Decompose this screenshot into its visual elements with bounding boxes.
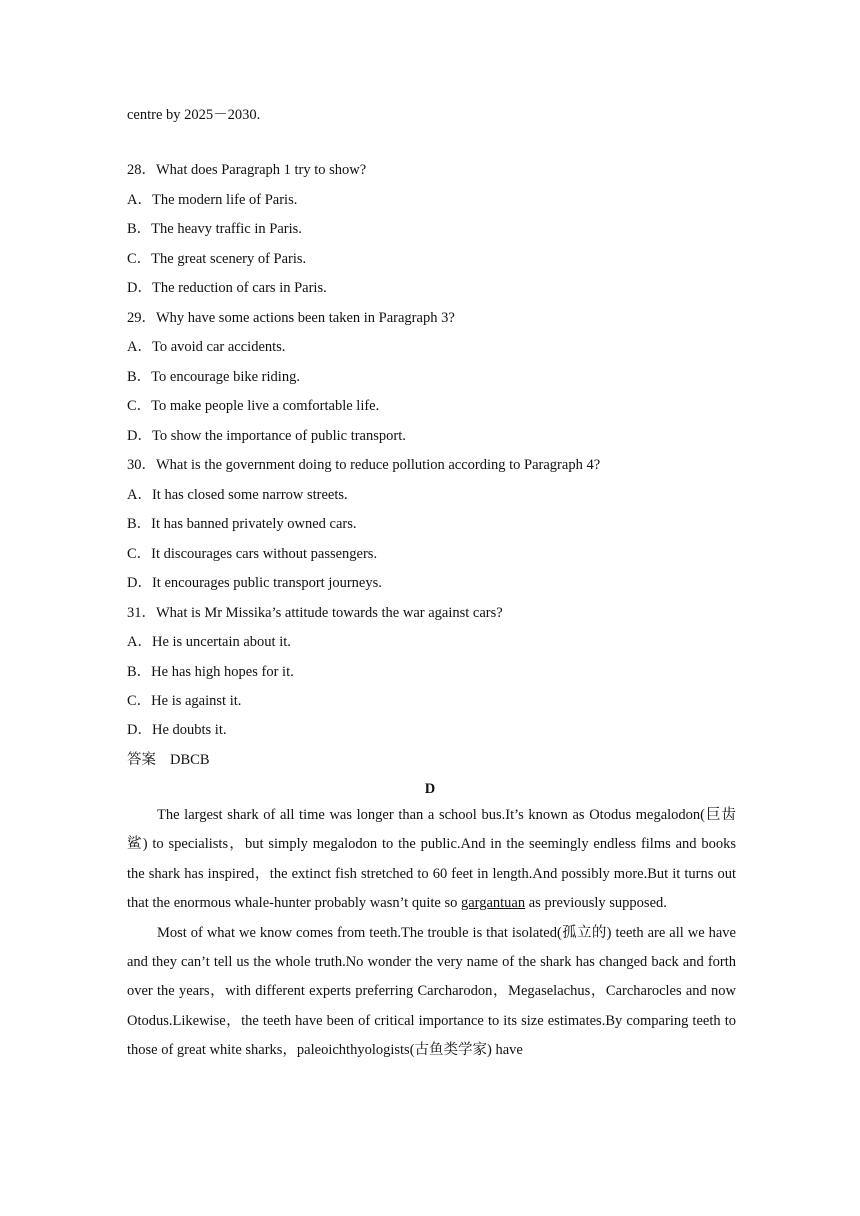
underlined-word: gargantuan	[460, 895, 526, 912]
option-c: C．The great scenery of Paris.	[127, 251, 307, 267]
option-b: B．He has high hopes for it.	[127, 664, 294, 680]
question-stem: 30．What is the government doing to reduce pollution according to Paragraph 4?	[127, 457, 601, 473]
answer-line	[127, 750, 210, 770]
continued-text-line: centre by 2025－2030.	[127, 107, 261, 123]
paragraph-text: The largest shark of all time was longer than a school bus.It’s known as Otodus megalodon(巨齿鲨) to specialists，but simply megalodon to the public.And in the seemingly endless films and books the shark has inspired，the extinct fish stretched to 60 feet in length.And possibly more.But it turns out that the enormous whale-hunter probably wasn’t quite so	[127, 807, 736, 912]
answer-value: DBCB	[170, 752, 210, 768]
option-d: D．It encourages public transport journeys.	[127, 575, 382, 591]
option-d: D．To show the importance of public transport.	[127, 428, 406, 444]
option-c: C．To make people live a comfortable life.	[127, 398, 380, 414]
paragraph-text: as previously supposed.	[525, 895, 667, 912]
question-stem: 31．What is Mr Missika’s attitude towards the war against cars?	[127, 605, 503, 621]
option-a: A．The modern life of Paris.	[127, 192, 298, 208]
option-b: B．It has banned privately owned cars.	[127, 516, 357, 532]
passage-paragraph-1	[127, 801, 736, 919]
option-c: C．He is against it.	[127, 693, 242, 709]
option-b: B．The heavy traffic in Paris.	[127, 221, 302, 237]
question-stem: 28．What does Paragraph 1 try to show?	[127, 162, 367, 178]
answer-label: 答案	[127, 752, 156, 768]
option-a: A．To avoid car accidents.	[127, 339, 286, 355]
option-c: C．It discourages cars without passengers.	[127, 546, 378, 562]
option-a: A．It has closed some narrow streets.	[127, 487, 348, 503]
passage	[127, 801, 736, 1066]
option-b: B．To encourage bike riding.	[127, 369, 300, 385]
option-d: D．The reduction of cars in Paris.	[127, 280, 327, 296]
option-a: A．He is uncertain about it.	[127, 634, 291, 650]
option-d: D．He doubts it.	[127, 722, 227, 738]
question-stem: 29．Why have some actions been taken in Paragraph 3?	[127, 310, 455, 326]
section-heading: D	[424, 781, 436, 797]
passage-paragraph-2: Most of what we know comes from teeth.The trouble is that isolated(孤立的) teeth are all we have and they can’t tell us the whole truth.No wonder the very name of the shark has changed back and forth over the years，with different experts preferring Carcharodon，Megaselachus，Carcharocles and now Otodus.Likewise，the teeth have been of critical importance to its size estimates.By comparing teeth to those of great white sharks，paleoichthyologists(古鱼类学家) have	[127, 924, 736, 1059]
